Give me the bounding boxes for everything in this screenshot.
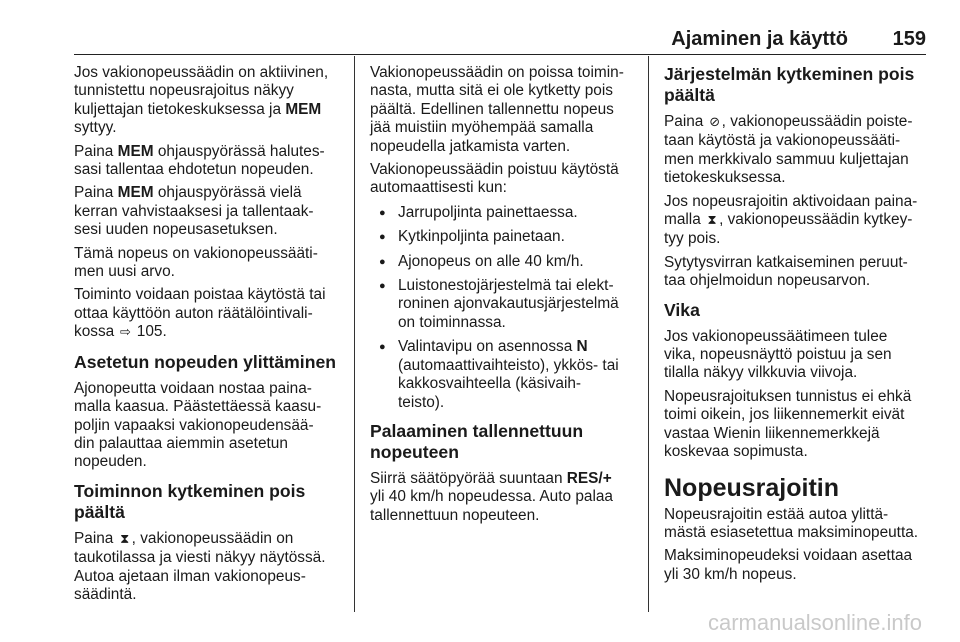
cruise-control-off-icon: ⊘ — [709, 115, 721, 130]
paragraph-personalisation: Toiminto voidaan poistaa käytöstä tai ottaa käyttöön auton räätälöintivali- kossa ⇨ 105. — [74, 286, 348, 342]
list-item: ● Valintavipu on asennossa N (automaattivaihteisto), ykkös- tai kakkosvaihteella (käsivaih- teisto). — [370, 338, 640, 412]
speed-limiter-icon: ⧗ — [707, 213, 717, 229]
paragraph-sign-recognition: Nopeusrajoituksen tunnistus ei ehkä toimi oikein, jos liikennemerkit eivät vastaa Wienin liikennemerkkejä koskevaa sopimusta. — [664, 387, 912, 461]
heading-exceeding-speed: Asetetun nopeuden ylittäminen — [74, 351, 336, 372]
column-divider-1 — [354, 56, 355, 612]
cruise-control-pause-icon: ⧗ — [120, 531, 130, 547]
heading-system-off: Järjestelmän kytkeminen pois päältä — [664, 64, 915, 105]
paragraph-new-value: Tämä nopeus on vakionopeussääti- men uusi arvo. — [74, 244, 318, 281]
paragraph-limiter-intro: Nopeusrajoitin estää autoa ylittä- mästä esiasetettua maksiminopeutta. — [664, 505, 919, 541]
list-item: ● Kytkinpoljinta painetaan. — [370, 228, 640, 246]
paragraph-accelerate: Ajonopeutta voidaan nostaa paina- malla kaasua. Päästettäessä kaasu- poljin vapaaksi vakionopeudensää- din palauttaa aiemmin asetetun nopeuden. — [74, 379, 322, 471]
paragraph-standby: Vakionopeussäädin on poissa toimin- nasta, mutta sitä ei ole kytketty pois päältä. Edellinen tallennettu nopeus jää muistiin myöhempää samalla nopeudella jatkamista varten. — [370, 64, 624, 155]
header-rule — [74, 54, 926, 55]
page-number: 159 — [892, 28, 926, 50]
heading-function-off: Toiminnon kytkeminen pois päältä — [74, 480, 306, 522]
heading-speed-limiter: Nopeusrajoitin — [664, 473, 840, 502]
paragraph-deactivate: Paina ⊘ , vakionopeussäädin poiste- taan käytöstä ja vakionopeussääti- men merkkivalo sammuu kuljettajan tietokeskuksessa. — [664, 113, 913, 187]
section-title: Ajaminen ja käyttö — [671, 28, 848, 50]
column-3 — [664, 64, 934, 589]
reference-arrow-icon: ⇨ — [120, 325, 131, 341]
heading-fault: Vika — [664, 299, 700, 320]
paragraph-auto-off: Vakionopeussäädin poistuu käytöstä automaattisesti kun: — [370, 161, 619, 197]
paragraph-limiter-activation: Jos nopeusrajoitin aktivoidaan paina- malla ⧗ , vakionopeussäädin kytkey- tyy pois. — [664, 192, 918, 248]
list-item: ● Luistonestojärjestelmä tai elekt- roninen ajonvakautusjärjestelmä on toiminnassa. — [370, 277, 640, 332]
paragraph-resume: Siirrä säätöpyörää suuntaan RES/+ yli 40 km/h nopeudessa. Auto palaa tallennettuun nopeuteen. — [370, 469, 613, 524]
paragraph-mem-confirm: Paina MEM ohjauspyörässä vielä kerran vahvistaaksesi ja tallentaak- sesi uuden nopeusasetuksen. — [74, 184, 314, 239]
paragraph-pause: Paina ⧗ , vakionopeussäädin on taukotilassa ja viesti näkyy näytössä. Autoa ajetaan ilman vakionopeus- säädintä. — [74, 529, 326, 603]
auto-off-list — [370, 204, 640, 412]
list-item: ● Ajonopeus on alle 40 km/h. — [370, 253, 640, 271]
paragraph-mem-active: Jos vakionopeussäädin on aktiivinen, tunnistettu nopeusrajoitus näkyy kuljettajan tietokeskuksessa ja MEM syttyy. — [74, 64, 329, 137]
list-item: ● Jarrupoljinta painettaessa. — [370, 204, 640, 222]
paragraph-mem-save: Paina MEM ohjauspyörässä halutes- sasi tallentaa ehdotetun nopeuden. — [74, 142, 325, 179]
column-divider-2 — [648, 56, 649, 612]
heading-resume-speed: Palaaminen tallennettuun nopeuteen — [370, 420, 584, 462]
paragraph-fault: Jos vakionopeussäätimeen tulee vika, nopeusnäyttö poistuu ja sen tilalla näkyy vilkkuvia viivoja. — [664, 327, 892, 382]
watermark: carmanualsonline.info — [707, 610, 922, 635]
paragraph-ignition-off: Sytytysvirran katkaiseminen peruut- taa ohjelmoidun nopeusarvon. — [664, 253, 908, 290]
column-2 — [370, 64, 640, 530]
column-1 — [74, 64, 348, 609]
page-reference-link[interactable]: 105. — [136, 323, 167, 341]
paragraph-limiter-min: Maksiminopeudeksi voidaan asettaa yli 30 km/h nopeus. — [664, 547, 913, 583]
